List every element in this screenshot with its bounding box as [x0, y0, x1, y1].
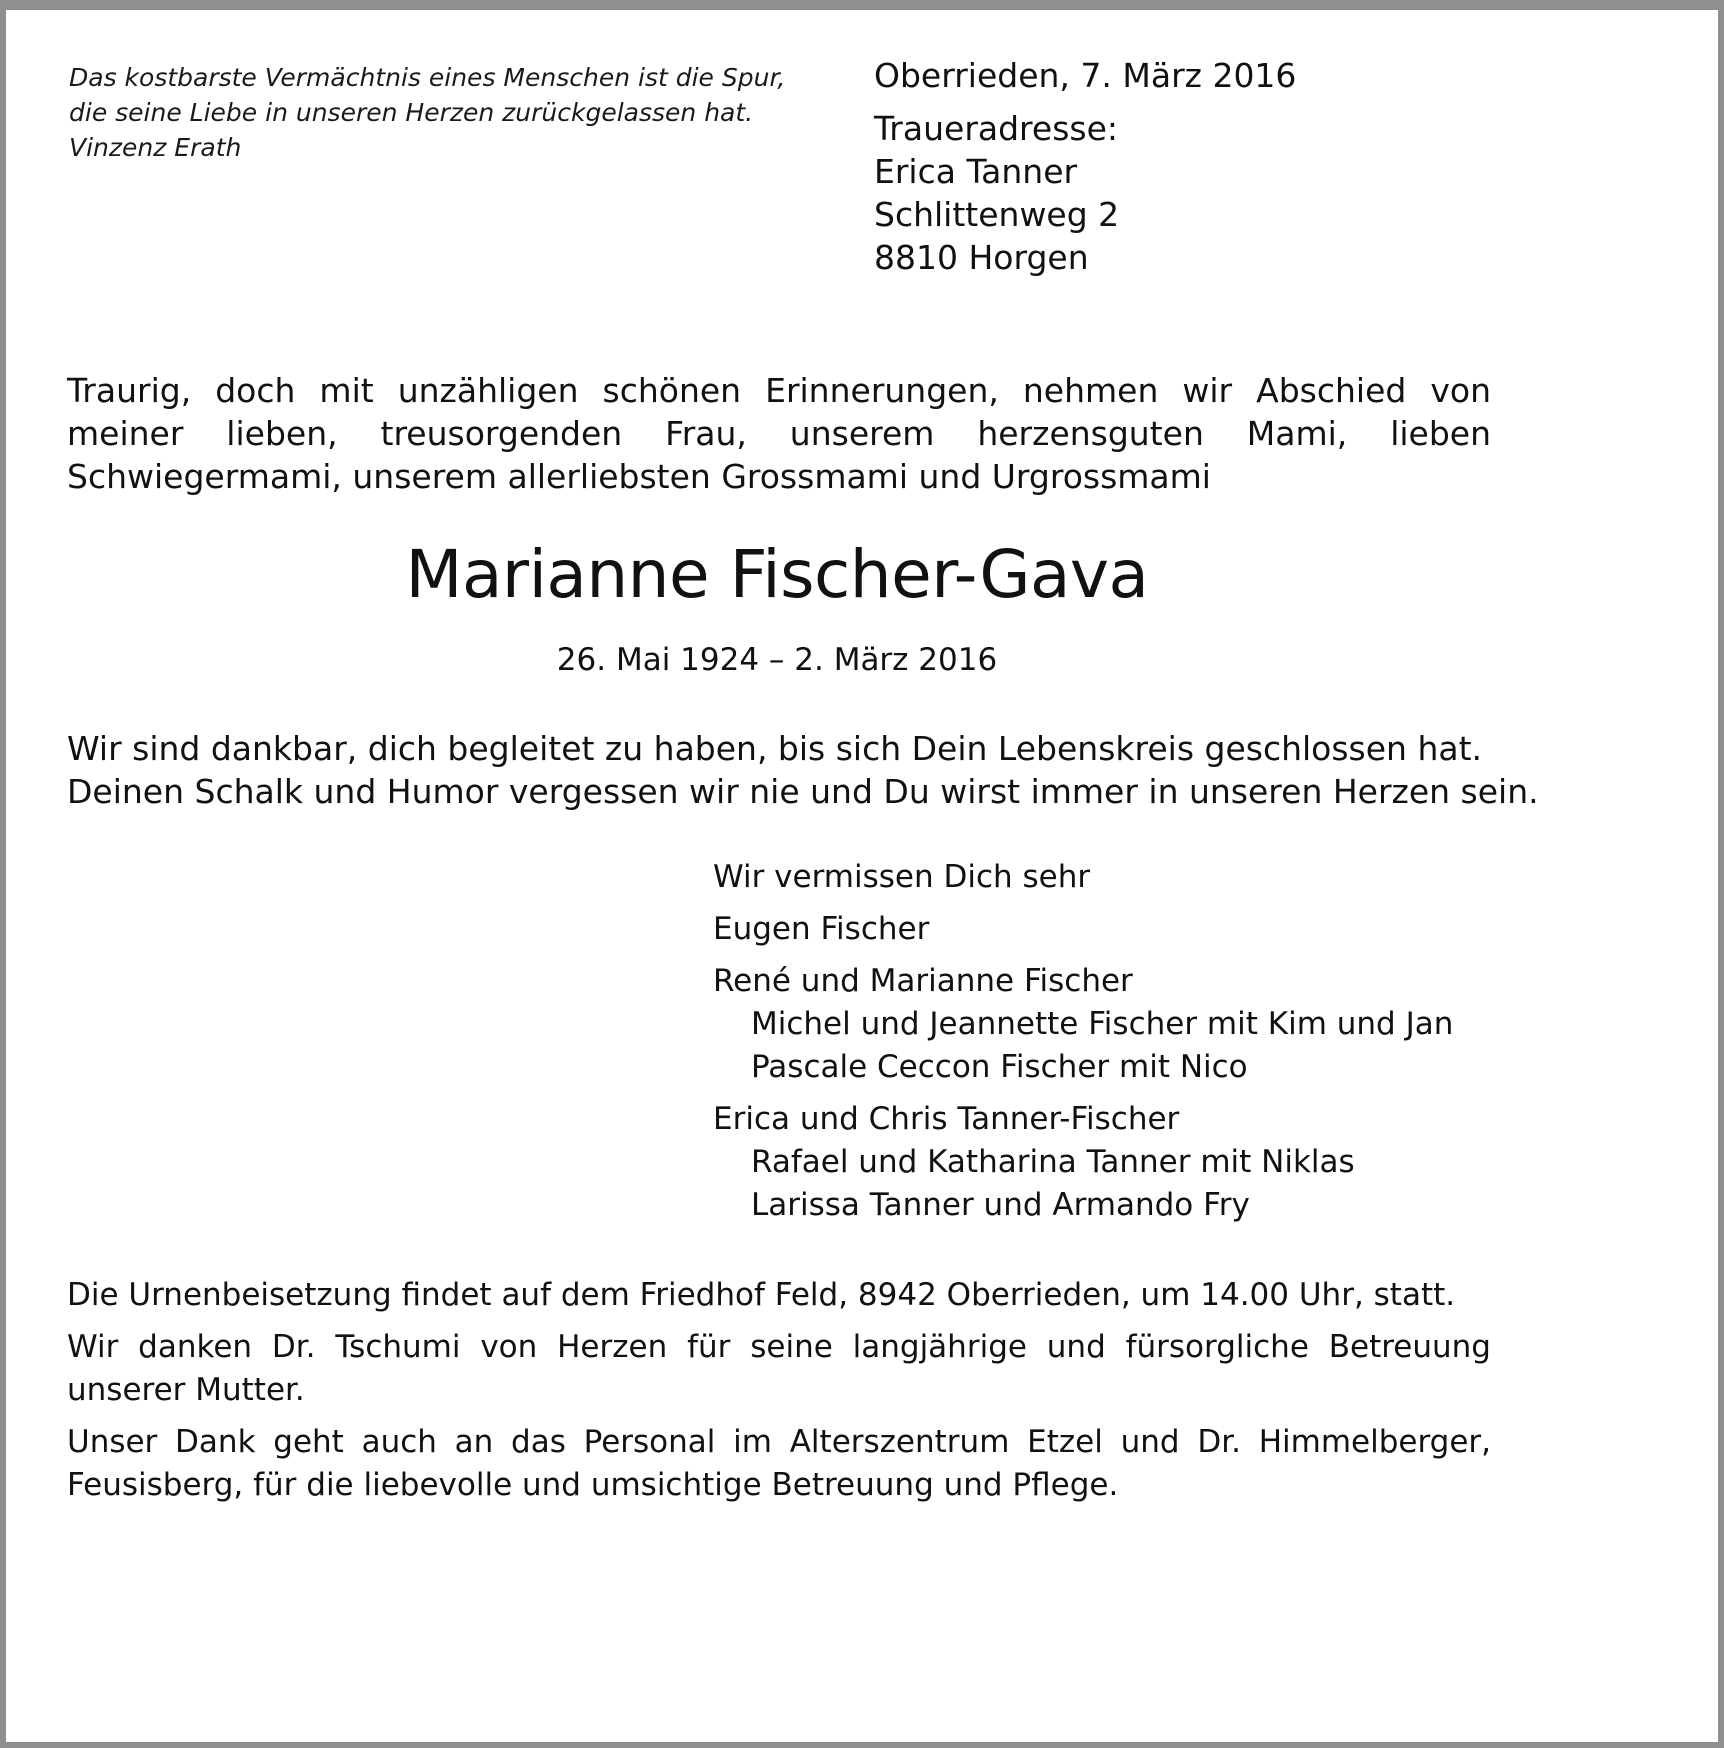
obituary-page	[6, 10, 1718, 1742]
family-grandchild-2a: Rafael und Katharina Tanner mit Niklas	[751, 1144, 1355, 1180]
family-spouse: Eugen Fischer	[713, 911, 930, 947]
ceremony-notice: Die Urnenbeisetzung findet auf dem Friedhof Feld, 8942 Oberrieden, um 14.00 Uhr, statt.	[67, 1277, 1456, 1313]
family-signatures	[713, 856, 1453, 1227]
place-date: Oberrieden, 7. März 2016	[874, 56, 1297, 95]
thanks-doctor: Wir danken Dr. Tschumi von Herzen für seine langjährige und fürsorgliche Betreuung unserer Mutter.	[67, 1329, 1491, 1408]
family-grandchild-1a: Michel und Jeannette Fischer mit Kim und Jan	[751, 1006, 1454, 1042]
gratitude-paragraph	[67, 727, 1539, 813]
life-dates: 26. Mai 1924 – 2. März 2016	[556, 642, 998, 678]
address-city: 8810 Horgen	[874, 238, 1089, 277]
motto-quote	[69, 60, 869, 165]
motto-author: Vinzenz Erath	[69, 133, 242, 162]
address-label: Traueradresse:	[874, 109, 1119, 148]
gratitude-line-2: Deinen Schalk und Humor vergessen wir nie und Du wirst immer in unseren Herzen sein.	[67, 772, 1539, 811]
motto-line-1: Das kostbarste Vermächtnis eines Menschen ist die Spur,	[69, 63, 786, 92]
motto-line-2: die seine Liebe in unseren Herzen zurückgelassen hat.	[69, 98, 754, 127]
address-name: Erica Tanner	[874, 152, 1078, 191]
family-child-1: René und Marianne Fischer	[713, 963, 1133, 999]
family-grandchild-1b: Pascale Ceccon Fischer mit Nico	[751, 1049, 1248, 1085]
gratitude-line-1: Wir sind dankbar, dich begleitet zu haben, bis sich Dein Lebenskreis geschlossen hat.	[67, 729, 1483, 768]
family-child-2: Erica und Chris Tanner-Fischer	[713, 1101, 1180, 1137]
family-heading: Wir vermissen Dich sehr	[713, 859, 1091, 895]
closing-notes	[67, 1274, 1491, 1516]
deceased-name: Marianne Fischer-Gava	[405, 536, 1149, 613]
family-grandchild-2b: Larissa Tanner und Armando Fry	[751, 1187, 1250, 1223]
address-street: Schlittenweg 2	[874, 195, 1120, 234]
intro-paragraph: Traurig, doch mit unzähligen schönen Erinnerungen, nehmen wir Abschied von meiner lieben, treusorgenden Frau, unserem herzensguten Mami, lieben Schwiegermami, unserem allerliebsten Grossmami und Urgrossmami	[67, 371, 1491, 496]
thanks-staff: Unser Dank geht auch an das Personal im Alterszentrum Etzel und Dr. Himmelberger, Feusisberg, für die liebevolle und umsichtige Betreuung und Pflege.	[67, 1424, 1491, 1503]
mourning-address	[874, 54, 1296, 279]
